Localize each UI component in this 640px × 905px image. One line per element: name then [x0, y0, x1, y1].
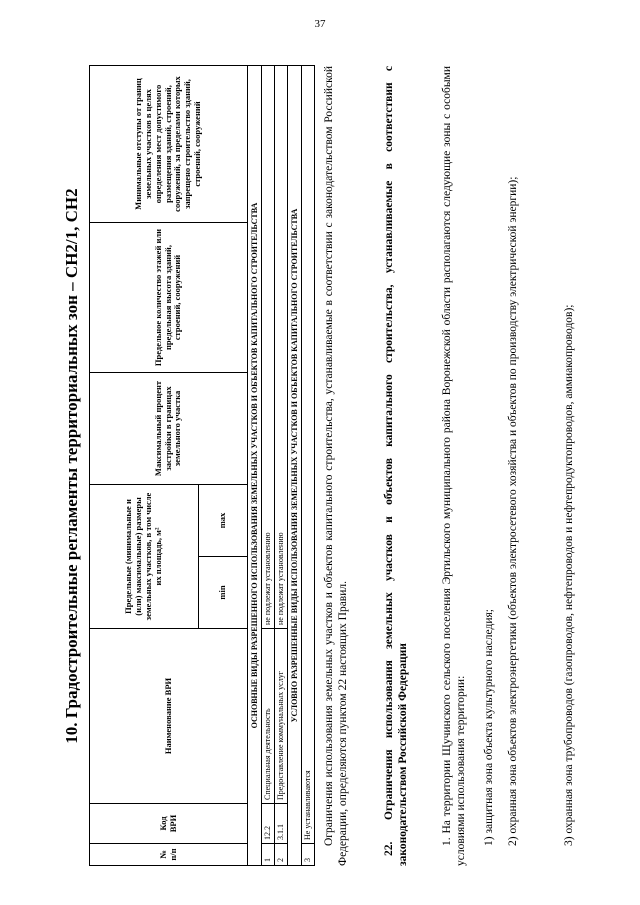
rotated-page-content	[62, 46, 622, 866]
zone-item-1: 1) защитная зона объекта культурного наследия;	[483, 609, 495, 846]
header-percent: Максимальный процент застройки в границах земельного участка	[90, 373, 248, 485]
row-value: не подлежат установлению	[275, 66, 288, 629]
zones-intro-paragraph: 1. На территории Щучинского сельского поселения Эртильского муниципального района Воронежской области располагаются следующие зоны с особыми условиями использования территории:	[441, 66, 468, 866]
zone-item-3: 3) охранная зона трубопроводов (газопроводов, нефтепроводов и нефтепродуктопроводов, аммиакопроводов);	[563, 304, 575, 846]
row-name: Предоставление коммунальных услуг	[275, 629, 288, 804]
header-max: max	[199, 485, 248, 557]
table-row	[275, 66, 288, 866]
header-min: min	[199, 557, 248, 629]
header-code: Код ВРИ	[90, 804, 248, 844]
row-num: 1	[262, 844, 275, 866]
section-22-heading	[382, 66, 411, 866]
section-conditional-uses: УСЛОВНО РАЗРЕШЕННЫЕ ВИДЫ ИСПОЛЬЗОВАНИЯ ЗЕМЕЛЬНЫХ УЧАСТКОВ И ОБЪЕКТОВ КАПИТАЛЬНОГО СТРОИТЕЛЬСТВА	[288, 66, 302, 866]
header-floors: Предельное количество этажей или предельная высота зданий, строений, сооружений	[90, 223, 248, 373]
section-main-uses: ОСНОВНЫЕ ВИДЫ РАЗРЕШЕННОГО ИСПОЛЬЗОВАНИЯ ЗЕМЕЛЬНЫХ УЧАСТКОВ И ОБЪЕКТОВ КАПИТАЛЬНОГО СТРОИТЕЛЬСТВА	[248, 66, 262, 866]
zone-item-2: 2) охранная зона объектов электроэнергетики (объектов электросетевого хозяйства и объектов по производству электрической энергии);	[507, 176, 519, 846]
header-distance: Минимальные отступы от границ земельных участков в целях определения мест допустимого размещения зданий, строений, сооружений, за пределами которых запрещено строительство зданий, строений, сооружений	[90, 66, 248, 223]
section-22-number: 22.	[383, 841, 395, 856]
row-code: 3.1.1	[275, 804, 288, 844]
regulations-table	[89, 65, 315, 866]
table-row	[302, 66, 315, 866]
page-number: 37	[314, 18, 326, 30]
header-num: № п/п	[90, 844, 248, 866]
header-name: Наименование ВРИ	[90, 629, 248, 804]
header-size: Предельные (минимальные и (или) максимальные) размеры земельных участков, в том числе их площадь, м²	[90, 485, 199, 629]
table-row	[262, 66, 275, 866]
row-text: Не устанавливаются	[302, 66, 315, 844]
row-value: не подлежат установлению	[262, 66, 275, 629]
row-num: 3	[302, 844, 315, 866]
page-title: 10. Градостроительные регламенты территориальных зон – СН2/1, СН2	[62, 188, 81, 744]
section-22-text: Ограничения использования земельных участков и объектов капитального строительства, устанавливаемые в соответствии с законодательством Российской Федерации	[383, 66, 410, 866]
row-num: 2	[275, 844, 288, 866]
row-name: Специальная деятельность	[262, 629, 275, 804]
row-code: 12.2	[262, 804, 275, 844]
restrictions-paragraph: Ограничения использования земельных участков и объектов капитального строительства, устанавливаемые в соответствии с законодательством Российской Федерации, определяются пунктом 22 настоящих Правил.	[323, 66, 350, 866]
